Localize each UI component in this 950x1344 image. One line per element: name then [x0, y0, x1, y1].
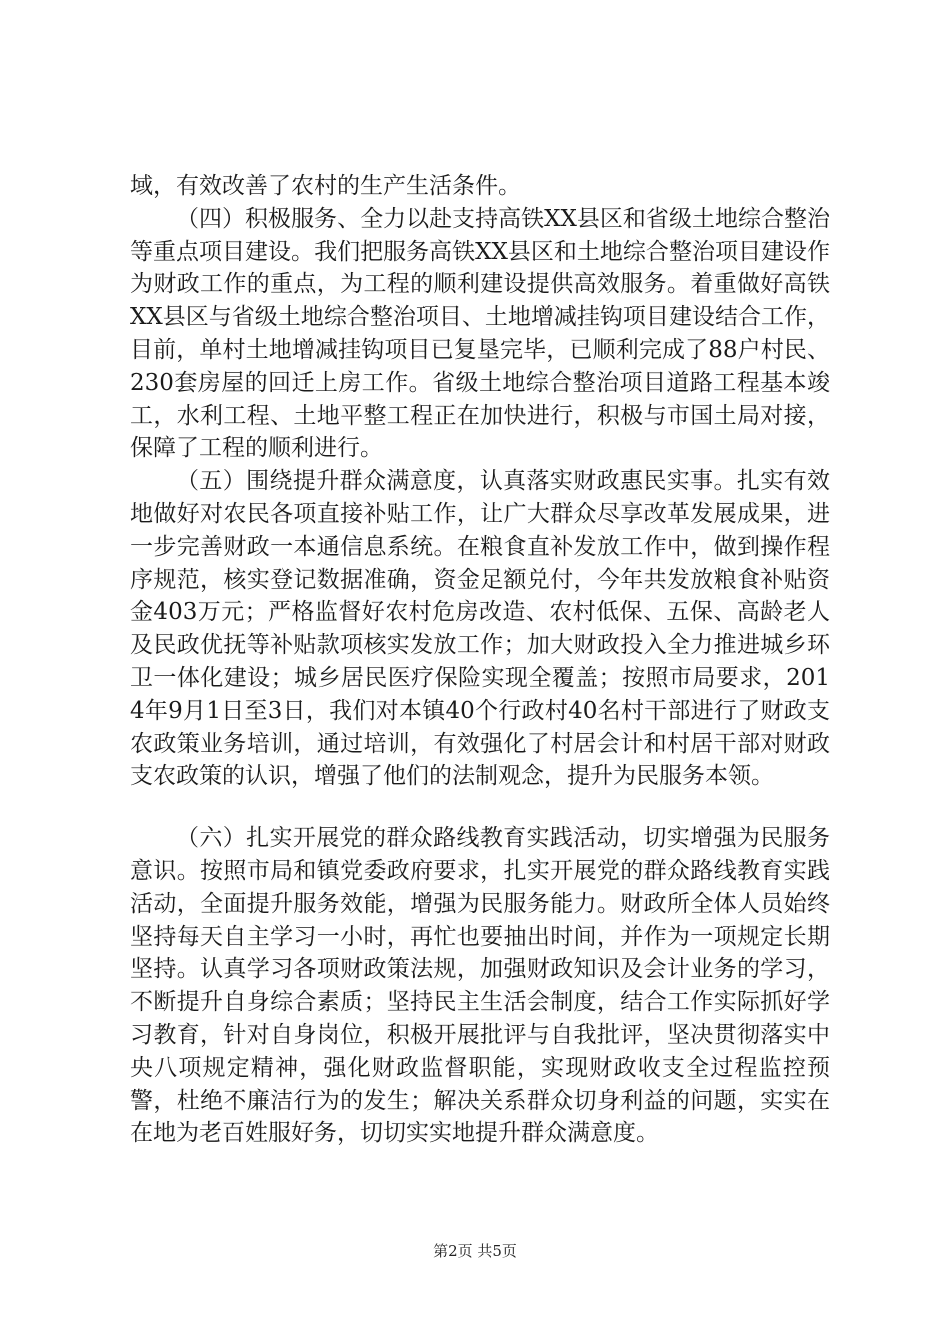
- page-number-footer: 第2页 共5页: [433, 1242, 517, 1260]
- paragraph-continuation: 域，有效改善了农村的生产生活条件。: [130, 173, 521, 199]
- paragraph-section-5: （五）围绕提升群众满意度，认真落实财政惠民实事。扎实有效地做好对农民各项直接补贴工作，让广大群众尽享改革发展成果，进一步完善财政一本通信息系统。在粮食直补发放工作中，做到操作程序规范，核实登记数据准确，资金足额兑付，今年共发放粮食补贴资金403万元；严格监督好农村危房改造、农村低保、五保、高龄老人及民政优抚等补贴款项核实发放工作；加大财政投入全力推进城乡环卫一体化建设；城乡居民医疗保险实现全覆盖；按照市局要求，2014年9月1日至3日，我们对本镇40个行政村40名村干部进行了财政支农政策业务培训，通过培训，有效强化了村居会计和村居干部对财政支农政策的认识，增强了他们的法制观念，提升为民服务本领。: [130, 468, 830, 790]
- paragraph-section-4: （四）积极服务、全力以赴支持高铁XX县区和省级土地综合整治等重点项目建设。我们把服务高铁XX县区和土地综合整治项目建设作为财政工作的重点，为工程的顺利建设提供高效服务。着重做好高铁XX县区与省级土地综合整治项目、土地增减挂钩项目建设结合工作，目前，单村土地增减挂钩项目已复垦完毕，已顺利完成了88户村民、230套房屋的回迁上房工作。省级土地综合整治项目道路工程基本竣工，水利工程、土地平整工程正在加快进行，积极与市国土局对接，保障了工程的顺利进行。: [130, 205, 830, 462]
- document-body: [130, 170, 830, 1150]
- paragraph-section-6: （六）扎实开展党的群众路线教育实践活动，切实增强为民服务意识。按照市局和镇党委政府要求，扎实开展党的群众路线教育实践活动，全面提升服务效能，增强为民服务能力。财政所全体人员始终坚持每天自主学习一小时，再忙也要抽出时间，并作为一项规定长期坚持。认真学习各项财政策法规，加强财政知识及会计业务的学习，不断提升自身综合素质；坚持民主生活会制度，结合工作实际抓好学习教育，针对自身岗位，积极开展批评与自我批评，坚决贯彻落实中央八项规定精神，强化财政监督职能，实现财政收支全过程监控预警，杜绝不廉洁行为的发生；解决关系群众切身利益的问题，实实在在地为老百姓服好务，切切实实地提升群众满意度。: [130, 825, 830, 1147]
